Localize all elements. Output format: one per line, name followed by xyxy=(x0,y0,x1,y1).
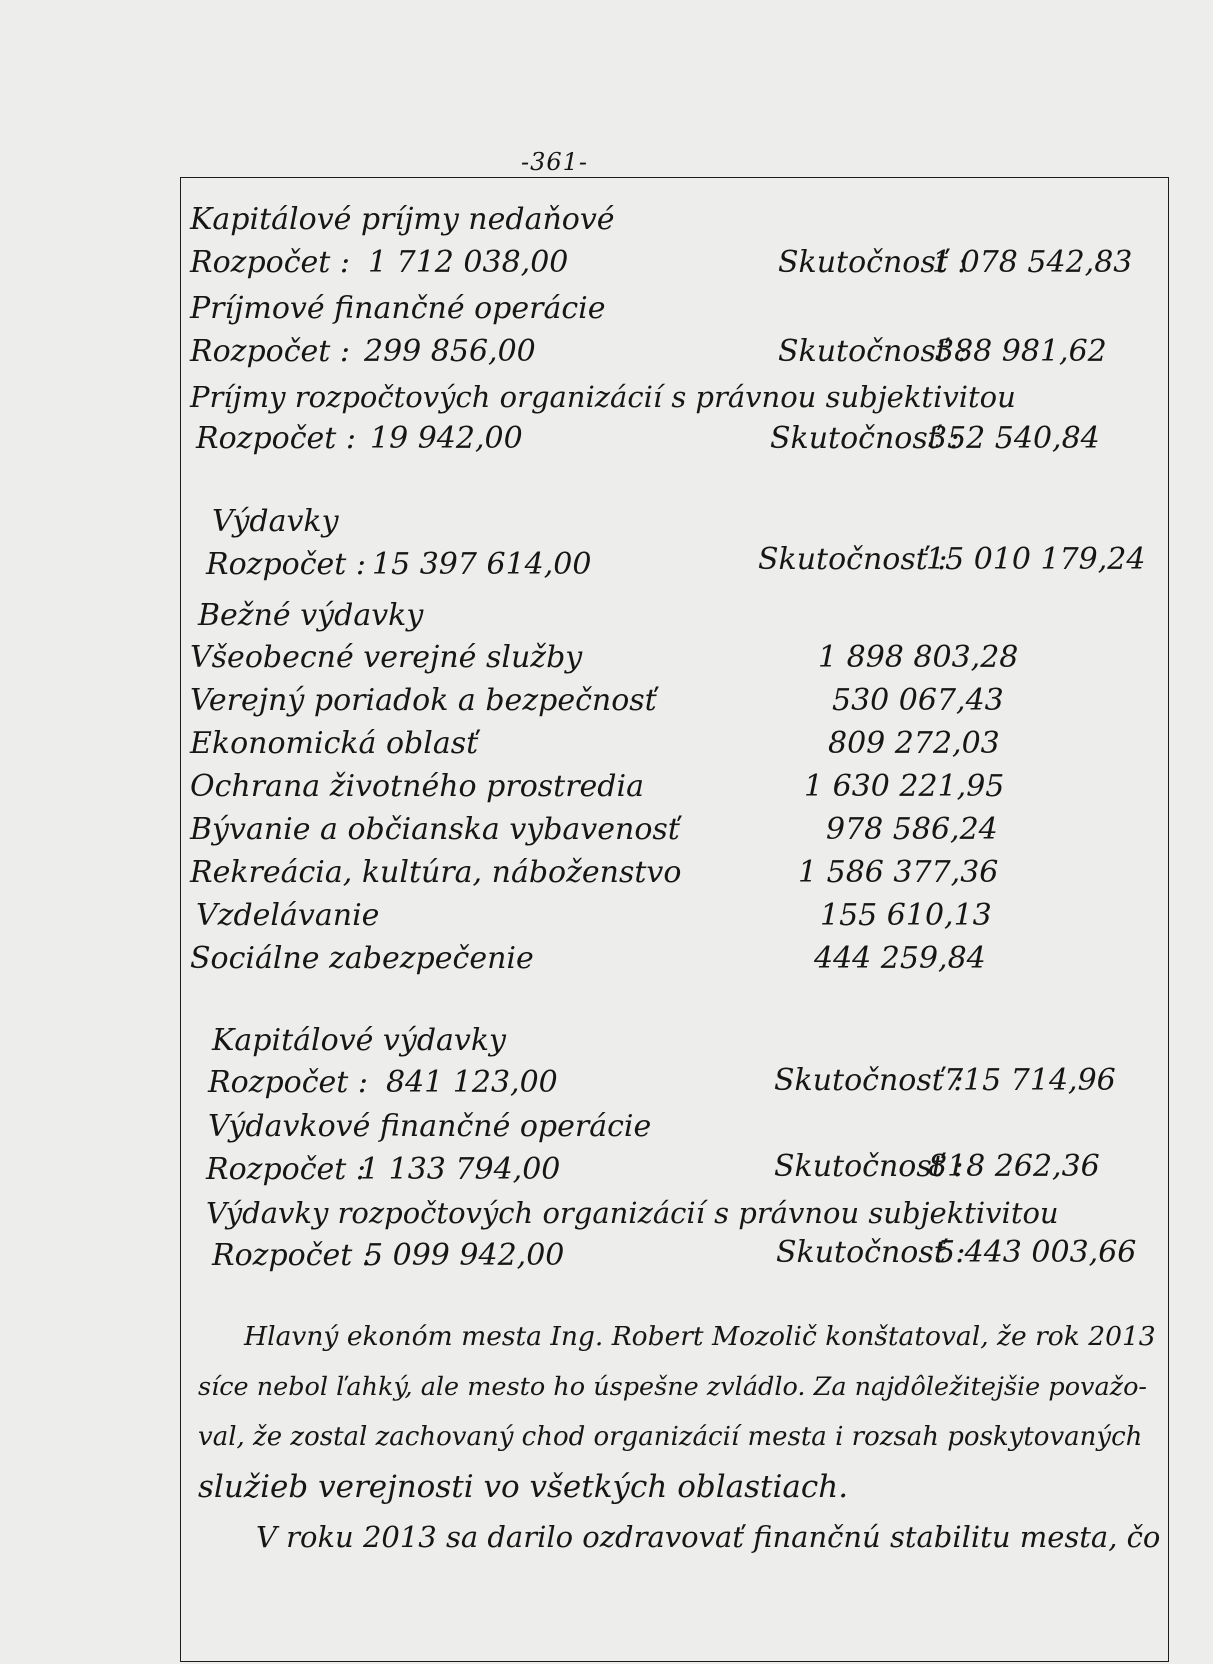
actual-value: 818 262,36 xyxy=(928,1149,1100,1184)
actual-label: Skutočnosť : xyxy=(778,245,968,280)
list-item-value: 155 610,13 xyxy=(820,898,992,933)
budget-label: Rozpočet : xyxy=(208,1065,368,1100)
list-item-value: 809 272,03 xyxy=(828,726,1000,761)
section-title-expenditures: Výdavky xyxy=(212,504,339,539)
actual-label: Skutočnosť : xyxy=(770,421,960,456)
list-item-label: Bývanie a občianska vybavenosť xyxy=(190,812,680,847)
list-item-label: Sociálne zabezpečenie xyxy=(190,941,534,976)
actual-value: 5 443 003,66 xyxy=(936,1235,1137,1270)
paragraph-line: Hlavný ekonóm mesta Ing. Robert Mozolič konštatoval, že rok 2013 xyxy=(244,1321,1156,1352)
actual-label: Skutočnosť : xyxy=(774,1149,964,1184)
list-item-label: Ochrana životného prostredia xyxy=(190,769,644,804)
budget-value: 19 942,00 xyxy=(370,421,523,456)
list-item-label: Ekonomická oblasť xyxy=(190,726,479,761)
budget-value: 1 712 038,00 xyxy=(368,245,569,280)
actual-label: Skutočnosť : xyxy=(776,1235,966,1270)
section-title-current-expenditures: Bežné výdavky xyxy=(198,598,424,633)
actual-value: 388 981,62 xyxy=(935,334,1107,369)
list-item-value: 1 586 377,36 xyxy=(798,855,999,890)
actual-label: Skutočnosť : xyxy=(778,334,968,369)
section-title-budget-organizations-expenditures: Výdavky rozpočtových organizácií s právnou subjektivitou xyxy=(206,1196,1059,1230)
actual-label: Skutočnosť : xyxy=(758,542,948,577)
section-title-income-financial-operations: Príjmové finančné operácie xyxy=(190,291,606,326)
budget-label: Rozpočet : xyxy=(190,245,350,280)
budget-value: 299 856,00 xyxy=(364,334,536,369)
list-item-label: Vzdelávanie xyxy=(196,898,380,933)
section-title-budget-organizations-income: Príjmy rozpočtových organizácií s právnou subjektivitou xyxy=(190,380,1016,414)
budget-value: 5 099 942,00 xyxy=(364,1238,565,1273)
actual-label: Skutočnosť : xyxy=(774,1063,964,1098)
budget-value: 1 133 794,00 xyxy=(360,1152,561,1187)
list-item-value: 978 586,24 xyxy=(826,812,998,847)
section-title-capital-income: Kapitálové príjmy nedaňové xyxy=(190,202,615,237)
list-item-label: Všeobecné verejné služby xyxy=(190,640,583,675)
budget-label: Rozpočet : xyxy=(206,547,366,582)
list-item-value: 1 630 221,95 xyxy=(804,769,1005,804)
paragraph-line: služieb verejnosti vo všetkých oblastiach. xyxy=(198,1469,849,1505)
list-item-label: Verejný poriadok a bezpečnosť xyxy=(190,683,657,718)
budget-label: Rozpočet : xyxy=(206,1152,366,1187)
list-item-value: 1 898 803,28 xyxy=(818,640,1019,675)
budget-label: Rozpočet : xyxy=(190,334,350,369)
paragraph-line: val, že zostal zachovaný chod organizácií mesta i rozsah poskytovaných xyxy=(198,1422,1143,1452)
paragraph-line: V roku 2013 sa darilo ozdravovať finančnú stabilitu mesta, čo xyxy=(256,1520,1161,1554)
budget-label: Rozpočet : xyxy=(212,1238,372,1273)
actual-value: 715 714,96 xyxy=(944,1063,1116,1098)
list-item-value: 444 259,84 xyxy=(814,941,986,976)
section-title-expenditure-financial-operations: Výdavkové finančné operácie xyxy=(208,1109,652,1144)
budget-value: 841 123,00 xyxy=(386,1065,558,1100)
actual-value: 352 540,84 xyxy=(928,421,1100,456)
budget-value: 15 397 614,00 xyxy=(372,547,592,582)
paragraph-line: síce nebol ľahký, ale mesto ho úspešne zvládlo. Za najdôležitejšie považo- xyxy=(198,1372,1148,1402)
section-title-capital-expenditures: Kapitálové výdavky xyxy=(212,1023,506,1058)
list-item-value: 530 067,43 xyxy=(832,683,1004,718)
budget-label: Rozpočet : xyxy=(196,421,356,456)
actual-value: 1 078 542,83 xyxy=(932,245,1133,280)
page-number: -361- xyxy=(521,148,589,176)
list-item-label: Rekreácia, kultúra, náboženstvo xyxy=(190,855,682,890)
actual-value: 15 010 179,24 xyxy=(926,542,1146,577)
